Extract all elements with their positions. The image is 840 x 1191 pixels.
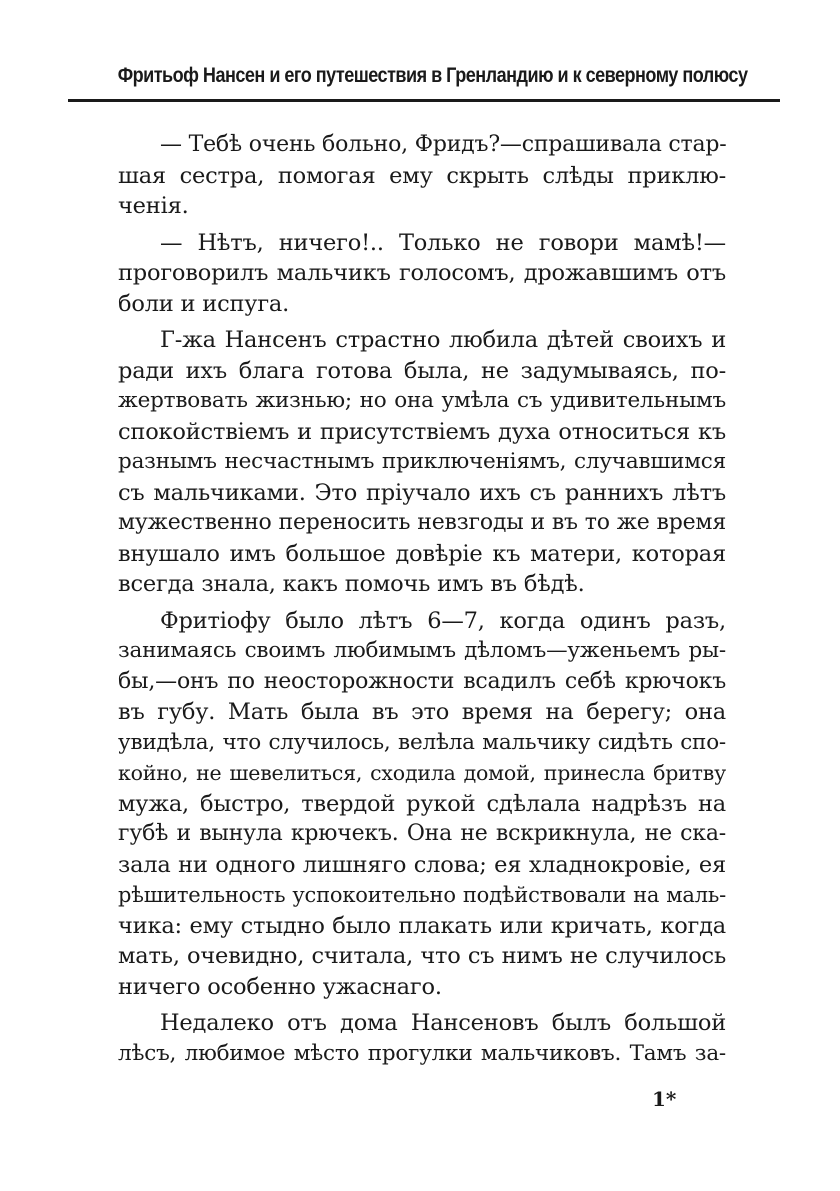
text-line: Г-жа Нансенъ страстно любила дѣтей своихъ и (160, 327, 726, 353)
page-number: 1* (652, 1087, 677, 1111)
paragraph (118, 228, 726, 320)
text-line: зала ни одного лишняго слова; ея хладнокровіе, ея (118, 851, 726, 878)
running-header: Фритьоф Нансен и его путешествия в Гренландию и к северному полюсу (117, 64, 748, 87)
text-line: мужа, быстро, твердой рукой сдѣлала надрѣзъ на (118, 790, 726, 817)
paragraph (118, 325, 726, 600)
text-line: боли и испуга. (118, 290, 290, 317)
text-line: Недалеко отъ дома Нансеновъ былъ большой (160, 1010, 726, 1036)
text-line: — Тебѣ очень больно, Фридъ?—спрашивала стар- (160, 132, 727, 157)
paragraph (118, 130, 726, 222)
text-line: внушало имъ большое довѣріе къ матери, которая (118, 540, 726, 567)
text-line: жертвовать жизнью; но она умѣла съ удивительнымъ (118, 388, 726, 413)
text-line: разнымъ несчастнымъ приключеніямъ, случавшимся (118, 449, 726, 474)
paragraph (118, 1008, 726, 1069)
text-line: рѣшительность успокоительно подѣйствовали на маль- (118, 883, 726, 907)
text-line: мужественно переносить невзгоды и въ то же время (118, 510, 726, 535)
text-line: ченія. (118, 193, 189, 219)
text-line: койно, не шевелиться, сходила домой, принесла бритву (118, 761, 726, 785)
text-line: спокойствіемъ и присутствіемъ духа относиться къ (118, 418, 726, 445)
text-line: шая сестра, помогая ему скрыть слѣды приклю- (118, 162, 726, 189)
text-line: увидѣла, что случилось, велѣла мальчику сидѣть спо- (118, 729, 726, 755)
body-text (118, 130, 726, 1069)
text-line: ради ихъ блага готова была, не задумываясь, по- (118, 357, 726, 384)
text-line: всегда знала, какъ помочь имъ въ бѣдѣ. (118, 571, 585, 597)
text-line: въ губу. Мать была въ это время на берегу; она (118, 699, 726, 725)
text-line: лѣсъ, любимое мѣсто прогулки мальчиковъ. Тамъ за- (118, 1040, 726, 1066)
text-line: — Нѣтъ, ничего!.. Только не говори мамѣ!— (160, 229, 726, 256)
text-line: занимаясь своимъ любимымъ дѣломъ—уженьемъ ры- (118, 638, 726, 663)
text-line: бы,—онъ по неосторожности всадилъ себѣ крючокъ (118, 668, 726, 694)
text-line: ничего особенно ужаснаго. (118, 973, 442, 1000)
text-line: Фритіофу было лѣтъ 6—7, когда одинъ разъ, (160, 607, 726, 634)
header-rule (68, 99, 780, 102)
text-line: съ мальчиками. Это пріучало ихъ съ раннихъ лѣтъ (118, 479, 726, 506)
text-line: губѣ и вынула крючекъ. Она не вскрикнула, не ска- (118, 821, 726, 846)
text-line: мать, очевидно, считала, что съ нимъ не случилось (118, 943, 726, 969)
text-line: проговорилъ мальчикъ голосомъ, дрожавшимъ отъ (118, 260, 726, 286)
text-line: чика: ему стыдно было плакать или кричать, когда (118, 912, 726, 939)
paragraph (118, 606, 726, 1003)
